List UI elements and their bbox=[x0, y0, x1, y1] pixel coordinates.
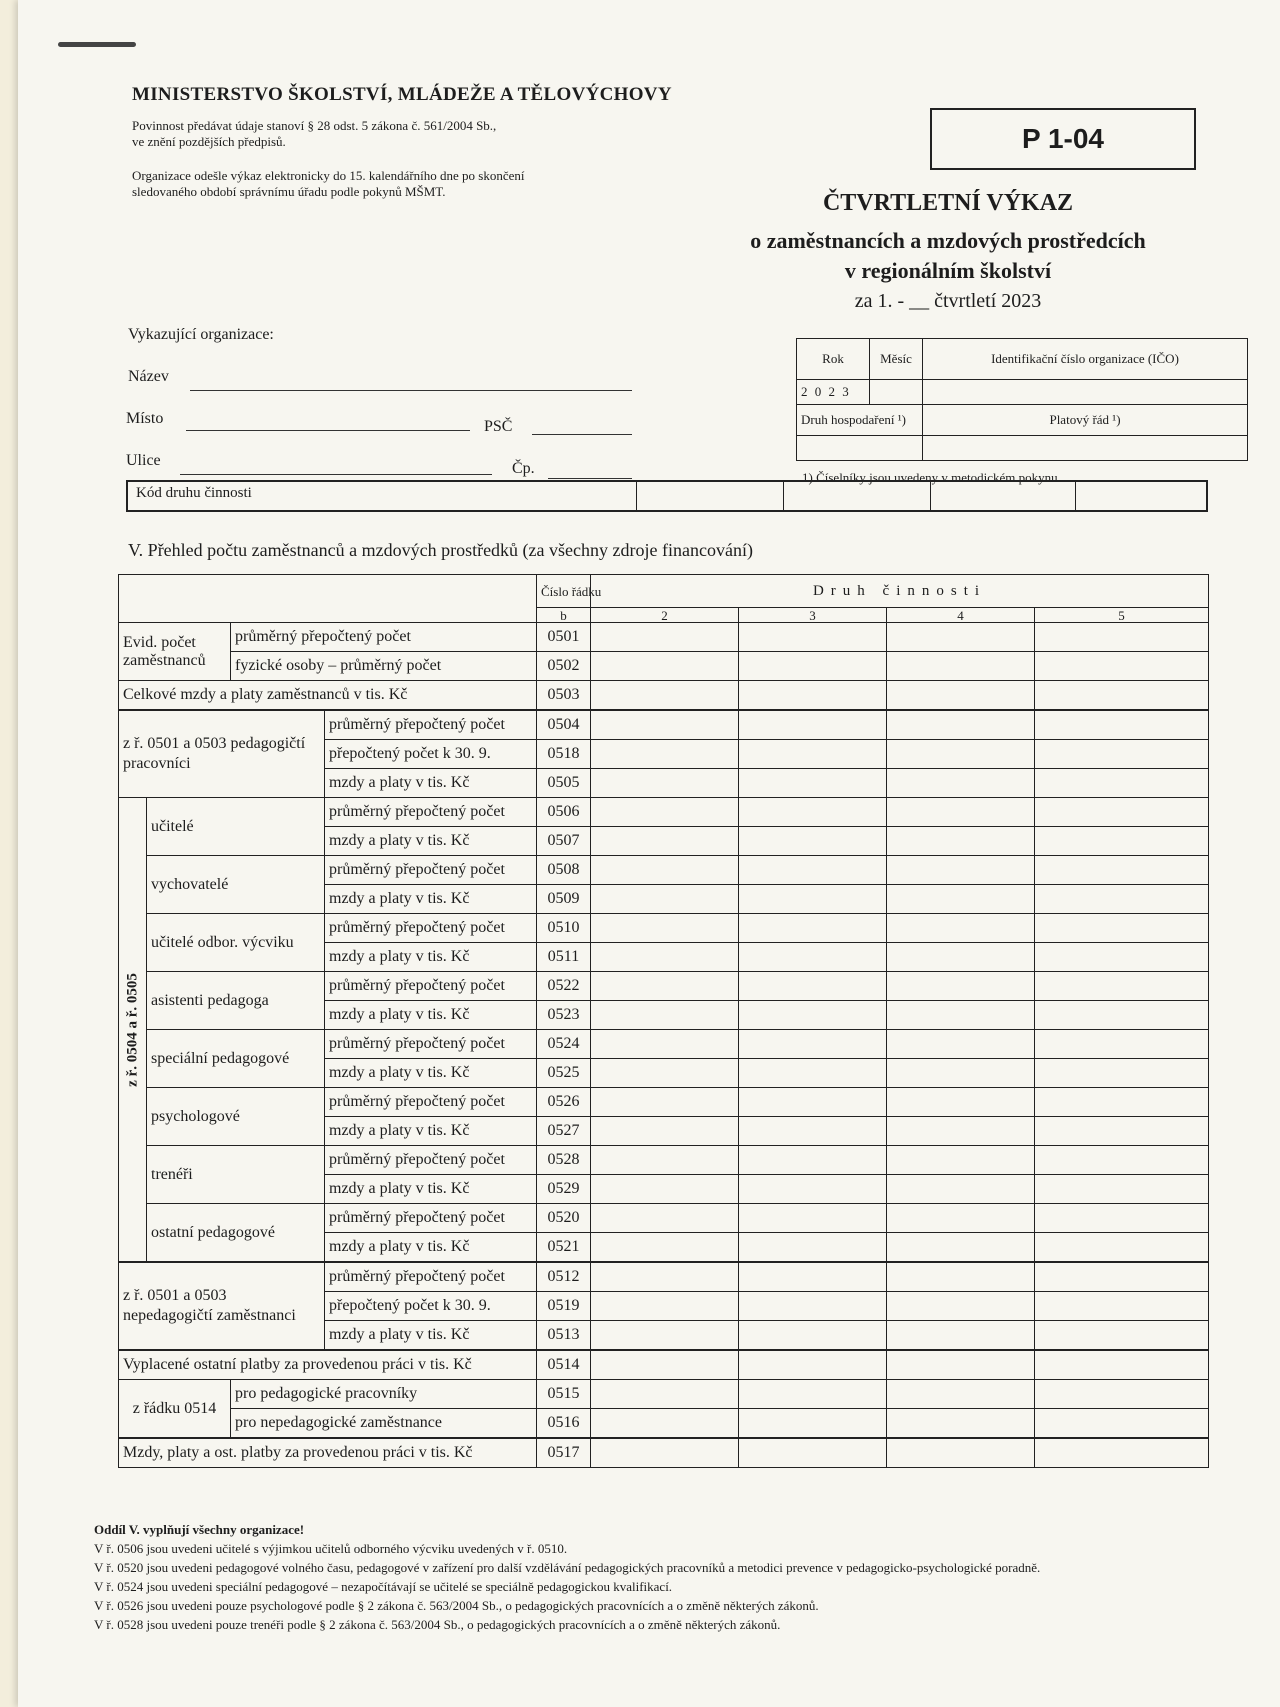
col-3: 3 bbox=[739, 608, 887, 623]
col-5: 5 bbox=[1035, 608, 1209, 623]
section-title: V. Přehled počtu zaměstnanců a mzdových prostředků (za všechny zdroje financování) bbox=[128, 540, 753, 560]
kod-cell-5[interactable] bbox=[1076, 482, 1206, 510]
cell[interactable] bbox=[739, 710, 887, 740]
name-field[interactable] bbox=[190, 390, 632, 391]
cell[interactable] bbox=[887, 885, 1035, 914]
cell[interactable] bbox=[591, 827, 739, 856]
row-label: mzdy a platy v tis. Kč bbox=[325, 1175, 537, 1204]
platovy-field[interactable] bbox=[923, 436, 1248, 461]
row-code: 0508 bbox=[537, 856, 591, 885]
cell[interactable] bbox=[739, 1117, 887, 1146]
row-label: mzdy a platy v tis. Kč bbox=[325, 1117, 537, 1146]
note-4: V ř. 0526 jsou uvedeni pouze psychologové podle § 2 zákona č. 563/2004 Sb., o pedagogických pracovnících a o změně některých zákonů. bbox=[94, 1598, 819, 1613]
note-3: V ř. 0524 jsou uvedeni speciální pedagogové – nezapočítávají se učitelé se speciálně pedagogickou kvalifikací. bbox=[94, 1579, 673, 1594]
cell[interactable] bbox=[591, 1262, 739, 1292]
cell[interactable] bbox=[739, 740, 887, 769]
kod-cell-4[interactable] bbox=[931, 482, 1076, 510]
cell[interactable] bbox=[887, 1380, 1035, 1409]
id-table bbox=[796, 338, 1248, 461]
cell[interactable] bbox=[1035, 740, 1209, 769]
note-1: V ř. 0506 jsou uvedeni učitelé s výjimkou učitelů odborného výcviku uvedených v ř. 0510. bbox=[94, 1541, 568, 1556]
cell[interactable] bbox=[591, 943, 739, 972]
row-code: 0515 bbox=[537, 1380, 591, 1409]
evid-label: Evid. počet zaměstnanců bbox=[119, 623, 231, 681]
cell[interactable] bbox=[887, 1001, 1035, 1030]
row-label: mzdy a platy v tis. Kč bbox=[325, 885, 537, 914]
cell[interactable] bbox=[887, 1262, 1035, 1292]
cell[interactable] bbox=[1035, 1409, 1209, 1439]
cell[interactable] bbox=[591, 885, 739, 914]
cell[interactable] bbox=[739, 972, 887, 1001]
cell[interactable] bbox=[887, 1292, 1035, 1321]
cell[interactable] bbox=[887, 972, 1035, 1001]
cell[interactable] bbox=[1035, 710, 1209, 740]
row-code: 0521 bbox=[537, 1233, 591, 1263]
cell[interactable] bbox=[739, 1409, 887, 1439]
cell[interactable] bbox=[739, 1262, 887, 1292]
cell[interactable] bbox=[1035, 1262, 1209, 1292]
row-label: mzdy a platy v tis. Kč bbox=[325, 1233, 537, 1263]
cell[interactable] bbox=[1035, 1438, 1209, 1468]
org-heading: Vykazující organizace: bbox=[128, 326, 274, 343]
row-code: 0511 bbox=[537, 943, 591, 972]
ministry-heading: MINISTERSTVO ŠKOLSTVÍ, MLÁDEŽE A TĚLOVÝCHOVY bbox=[132, 84, 672, 105]
cell[interactable] bbox=[739, 1088, 887, 1117]
cell[interactable] bbox=[739, 1059, 887, 1088]
vertical-label: z ř. 0504 a ř. 0505 bbox=[119, 798, 147, 1263]
cell[interactable] bbox=[591, 1409, 739, 1439]
note-5: V ř. 0528 jsou uvedeni pouze trenéři podle § 2 zákona č. 563/2004 Sb., o pedagogických pracovnících a o změně některých zákonů. bbox=[94, 1617, 781, 1632]
name-label: Název bbox=[128, 368, 169, 385]
category-ostatni: ostatní pedagogové bbox=[147, 1204, 325, 1263]
cell[interactable] bbox=[591, 652, 739, 681]
rok-label: Rok bbox=[797, 339, 870, 380]
neped-group-label: z ř. 0501 a 0503 nepedagogičtí zaměstnanci bbox=[119, 1262, 325, 1350]
row-label: mzdy a platy v tis. Kč bbox=[325, 943, 537, 972]
category-specialni: speciální pedagogové bbox=[147, 1030, 325, 1088]
row-label: průměrný přepočtený počet bbox=[325, 710, 537, 740]
duty-text: Povinnost předávat údaje stanoví § 28 odst. 5 zákona č. 561/2004 Sb., ve znění pozdějších předpisů. bbox=[132, 118, 497, 149]
cell[interactable] bbox=[591, 1380, 739, 1409]
head-druh: Druh činnosti bbox=[591, 575, 1209, 608]
cell[interactable] bbox=[591, 1146, 739, 1175]
cell[interactable] bbox=[739, 1175, 887, 1204]
cell[interactable] bbox=[887, 1146, 1035, 1175]
z-radku-label: z řádku 0514 bbox=[119, 1380, 231, 1439]
cell[interactable] bbox=[591, 798, 739, 827]
form-subtitle-1: o zaměstnancích a mzdových prostředcích bbox=[750, 228, 1146, 253]
place-field[interactable] bbox=[186, 430, 470, 431]
cell[interactable] bbox=[739, 827, 887, 856]
row-code: 0528 bbox=[537, 1146, 591, 1175]
druh-label: Druh hospodaření ¹) bbox=[797, 405, 923, 436]
cell[interactable] bbox=[1035, 1001, 1209, 1030]
row-code: 0526 bbox=[537, 1088, 591, 1117]
cell[interactable] bbox=[1035, 769, 1209, 798]
cell[interactable] bbox=[887, 1117, 1035, 1146]
cell[interactable] bbox=[887, 1409, 1035, 1439]
psc-label: PSČ bbox=[484, 418, 513, 435]
row-code: 0503 bbox=[537, 681, 591, 711]
cell[interactable] bbox=[739, 1438, 887, 1468]
row-label: pro nepedagogické zaměstnance bbox=[231, 1409, 537, 1439]
row-label: mzdy a platy v tis. Kč bbox=[325, 1001, 537, 1030]
row-code: 0520 bbox=[537, 1204, 591, 1233]
ped-group-label: z ř. 0501 a 0503 pedagogičtí pracovníci bbox=[119, 710, 325, 798]
cell[interactable] bbox=[887, 1233, 1035, 1263]
row-label: Vyplacené ostatní platby za provedenou práci v tis. Kč bbox=[119, 1350, 537, 1380]
month-field[interactable] bbox=[870, 380, 923, 405]
cell[interactable] bbox=[739, 1146, 887, 1175]
cell[interactable] bbox=[591, 1204, 739, 1233]
cell[interactable] bbox=[887, 623, 1035, 652]
row-label: průměrný přepočtený počet bbox=[325, 972, 537, 1001]
kod-cell-2[interactable] bbox=[637, 482, 784, 510]
cell[interactable] bbox=[1035, 1059, 1209, 1088]
cell[interactable] bbox=[1035, 856, 1209, 885]
cell[interactable] bbox=[739, 623, 887, 652]
category-psychologove: psychologové bbox=[147, 1088, 325, 1146]
cell[interactable] bbox=[1035, 1146, 1209, 1175]
row-label: průměrný přepočtený počet bbox=[325, 1146, 537, 1175]
cell[interactable] bbox=[591, 1001, 739, 1030]
cell[interactable] bbox=[887, 1321, 1035, 1351]
cell[interactable] bbox=[591, 1059, 739, 1088]
cell[interactable] bbox=[1035, 1117, 1209, 1146]
row-code: 0519 bbox=[537, 1292, 591, 1321]
cell[interactable] bbox=[1035, 1380, 1209, 1409]
category-odbor: učitelé odbor. výcviku bbox=[147, 914, 325, 972]
cell[interactable] bbox=[591, 1321, 739, 1351]
category-treneri: trenéři bbox=[147, 1146, 325, 1204]
year-value: 2 0 2 3 bbox=[797, 380, 870, 405]
cell[interactable] bbox=[887, 681, 1035, 711]
col-b: b bbox=[537, 608, 591, 623]
cell[interactable] bbox=[739, 1001, 887, 1030]
row-code: 0514 bbox=[537, 1350, 591, 1380]
cell[interactable] bbox=[591, 914, 739, 943]
cell[interactable] bbox=[591, 740, 739, 769]
street-label: Ulice bbox=[126, 452, 161, 469]
clip-mark bbox=[58, 42, 136, 47]
staff-table bbox=[118, 574, 1209, 1468]
form-period: za 1. - __ čtvrtletí 2023 bbox=[854, 290, 1042, 312]
form-code: P 1-04 bbox=[930, 108, 1196, 170]
row-label: mzdy a platy v tis. Kč bbox=[325, 1059, 537, 1088]
row-label: mzdy a platy v tis. Kč bbox=[325, 827, 537, 856]
row-code: 0517 bbox=[537, 1438, 591, 1468]
row-label: průměrný přepočtený počet bbox=[231, 623, 537, 652]
cell[interactable] bbox=[887, 652, 1035, 681]
row-label: Celkové mzdy a platy zaměstnanců v tis. Kč bbox=[119, 681, 537, 711]
cell[interactable] bbox=[887, 740, 1035, 769]
row-label: pro pedagogické pracovníky bbox=[231, 1380, 537, 1409]
row-code: 0527 bbox=[537, 1117, 591, 1146]
footnote: 1) Číselníky jsou uvedeny v metodickém pokynu bbox=[802, 470, 1058, 485]
head-cislo: Číslo řádku bbox=[537, 575, 591, 608]
kod-label: Kód druhu činnosti bbox=[128, 482, 637, 510]
note-2: V ř. 0520 jsou uvedeni pedagogové volného času, pedagogové v zařízení pro další vzdělávání pedagogických pracovníků a metodici prevence v pedagogicko-psychologické poradně. bbox=[94, 1560, 1041, 1575]
category-asistenti: asistenti pedagoga bbox=[147, 972, 325, 1030]
form-subtitle-2: v regionálním školství bbox=[844, 258, 1052, 283]
cell[interactable] bbox=[1035, 1292, 1209, 1321]
cell[interactable] bbox=[591, 1088, 739, 1117]
cell[interactable] bbox=[887, 1030, 1035, 1059]
cell[interactable] bbox=[591, 972, 739, 1001]
cell[interactable] bbox=[591, 623, 739, 652]
cp-label: Čp. bbox=[512, 460, 535, 477]
row-label: Mzdy, platy a ost. platby za provedenou práci v tis. Kč bbox=[119, 1438, 537, 1468]
cell[interactable] bbox=[739, 769, 887, 798]
cp-field[interactable] bbox=[548, 478, 632, 479]
row-code: 0502 bbox=[537, 652, 591, 681]
cell[interactable] bbox=[591, 1292, 739, 1321]
cell[interactable] bbox=[1035, 885, 1209, 914]
kod-row bbox=[126, 480, 1208, 512]
category-ucitele: učitelé bbox=[147, 798, 325, 856]
cell[interactable] bbox=[591, 681, 739, 711]
cell[interactable] bbox=[739, 798, 887, 827]
cell[interactable] bbox=[887, 1204, 1035, 1233]
row-label: mzdy a platy v tis. Kč bbox=[325, 1321, 537, 1351]
cell[interactable] bbox=[739, 652, 887, 681]
cell[interactable] bbox=[1035, 1030, 1209, 1059]
cell[interactable] bbox=[739, 856, 887, 885]
cell[interactable] bbox=[591, 769, 739, 798]
cell[interactable] bbox=[1035, 798, 1209, 827]
cell[interactable] bbox=[739, 885, 887, 914]
cell[interactable] bbox=[887, 798, 1035, 827]
cell[interactable] bbox=[887, 914, 1035, 943]
cell[interactable] bbox=[887, 856, 1035, 885]
row-label: přepočtený počet k 30. 9. bbox=[325, 1292, 537, 1321]
row-label: průměrný přepočtený počet bbox=[325, 1030, 537, 1059]
row-code: 0522 bbox=[537, 972, 591, 1001]
cell[interactable] bbox=[1035, 623, 1209, 652]
notes bbox=[94, 1520, 1234, 1634]
cell[interactable] bbox=[1035, 914, 1209, 943]
row-code: 0524 bbox=[537, 1030, 591, 1059]
cell[interactable] bbox=[887, 1350, 1035, 1380]
cell[interactable] bbox=[739, 1233, 887, 1263]
cell[interactable] bbox=[887, 769, 1035, 798]
cell[interactable] bbox=[591, 710, 739, 740]
cell[interactable] bbox=[591, 1175, 739, 1204]
row-label: průměrný přepočtený počet bbox=[325, 914, 537, 943]
row-code: 0513 bbox=[537, 1321, 591, 1351]
mesic-label: Měsíc bbox=[870, 339, 923, 380]
row-code: 0512 bbox=[537, 1262, 591, 1292]
cell[interactable] bbox=[739, 1030, 887, 1059]
cell[interactable] bbox=[1035, 972, 1209, 1001]
row-label: průměrný přepočtený počet bbox=[325, 1262, 537, 1292]
cell[interactable] bbox=[1035, 943, 1209, 972]
row-code: 0523 bbox=[537, 1001, 591, 1030]
row-code: 0506 bbox=[537, 798, 591, 827]
row-code: 0501 bbox=[537, 623, 591, 652]
ico-field[interactable] bbox=[923, 380, 1248, 405]
form-sheet bbox=[18, 0, 1280, 1707]
cell[interactable] bbox=[1035, 1350, 1209, 1380]
form-title: ČTVRTLETNÍ VÝKAZ bbox=[822, 190, 1074, 216]
psc-field[interactable] bbox=[532, 434, 632, 435]
cell[interactable] bbox=[887, 1438, 1035, 1468]
cell[interactable] bbox=[887, 710, 1035, 740]
cell[interactable] bbox=[1035, 1175, 1209, 1204]
row-label: průměrný přepočtený počet bbox=[325, 798, 537, 827]
druh-field[interactable] bbox=[797, 436, 923, 461]
cell[interactable] bbox=[591, 1117, 739, 1146]
row-code: 0504 bbox=[537, 710, 591, 740]
cell[interactable] bbox=[739, 1292, 887, 1321]
row-code: 0510 bbox=[537, 914, 591, 943]
cell[interactable] bbox=[739, 914, 887, 943]
cell[interactable] bbox=[1035, 1321, 1209, 1351]
cell[interactable] bbox=[887, 1059, 1035, 1088]
cell[interactable] bbox=[591, 856, 739, 885]
cell[interactable] bbox=[1035, 1204, 1209, 1233]
cell[interactable] bbox=[1035, 681, 1209, 711]
cell[interactable] bbox=[739, 681, 887, 711]
row-label: přepočtený počet k 30. 9. bbox=[325, 740, 537, 769]
cell[interactable] bbox=[1035, 652, 1209, 681]
cell[interactable] bbox=[887, 1175, 1035, 1204]
row-label: průměrný přepočtený počet bbox=[325, 856, 537, 885]
row-code: 0529 bbox=[537, 1175, 591, 1204]
kod-cell-3[interactable] bbox=[784, 482, 931, 510]
cell[interactable] bbox=[739, 1204, 887, 1233]
platovy-label: Platový řád ¹) bbox=[923, 405, 1248, 436]
row-code: 0525 bbox=[537, 1059, 591, 1088]
cell[interactable] bbox=[591, 1030, 739, 1059]
cell[interactable] bbox=[1035, 827, 1209, 856]
cell[interactable] bbox=[739, 1321, 887, 1351]
col-4: 4 bbox=[887, 608, 1035, 623]
row-label: průměrný přepočtený počet bbox=[325, 1088, 537, 1117]
cell[interactable] bbox=[1035, 1088, 1209, 1117]
row-code: 0518 bbox=[537, 740, 591, 769]
row-label: fyzické osoby – průměrný počet bbox=[231, 652, 537, 681]
row-code: 0509 bbox=[537, 885, 591, 914]
cell[interactable] bbox=[887, 827, 1035, 856]
cell[interactable] bbox=[591, 1350, 739, 1380]
cell[interactable] bbox=[887, 943, 1035, 972]
cell[interactable] bbox=[739, 943, 887, 972]
street-field[interactable] bbox=[180, 474, 492, 475]
row-code: 0516 bbox=[537, 1409, 591, 1439]
send-text: Organizace odešle výkaz elektronicky do 15. kalendářního dne po skončení sledovaného období správnímu úřadu podle pokynů MŠMT. bbox=[132, 168, 525, 199]
row-code: 0507 bbox=[537, 827, 591, 856]
row-label: průměrný přepočtený počet bbox=[325, 1204, 537, 1233]
cell[interactable] bbox=[1035, 1233, 1209, 1263]
cell[interactable] bbox=[739, 1350, 887, 1380]
note-0: Oddíl V. vyplňují všechny organizace! bbox=[94, 1522, 305, 1537]
row-code: 0505 bbox=[537, 769, 591, 798]
cell[interactable] bbox=[739, 1380, 887, 1409]
col-2: 2 bbox=[591, 608, 739, 623]
category-vychovatele: vychovatelé bbox=[147, 856, 325, 914]
head-a bbox=[119, 575, 537, 623]
row-label: mzdy a platy v tis. Kč bbox=[325, 769, 537, 798]
ico-label: Identifikační číslo organizace (IČO) bbox=[923, 339, 1248, 380]
place-label: Místo bbox=[126, 410, 164, 427]
cell[interactable] bbox=[591, 1438, 739, 1468]
cell[interactable] bbox=[591, 1233, 739, 1263]
cell[interactable] bbox=[887, 1088, 1035, 1117]
